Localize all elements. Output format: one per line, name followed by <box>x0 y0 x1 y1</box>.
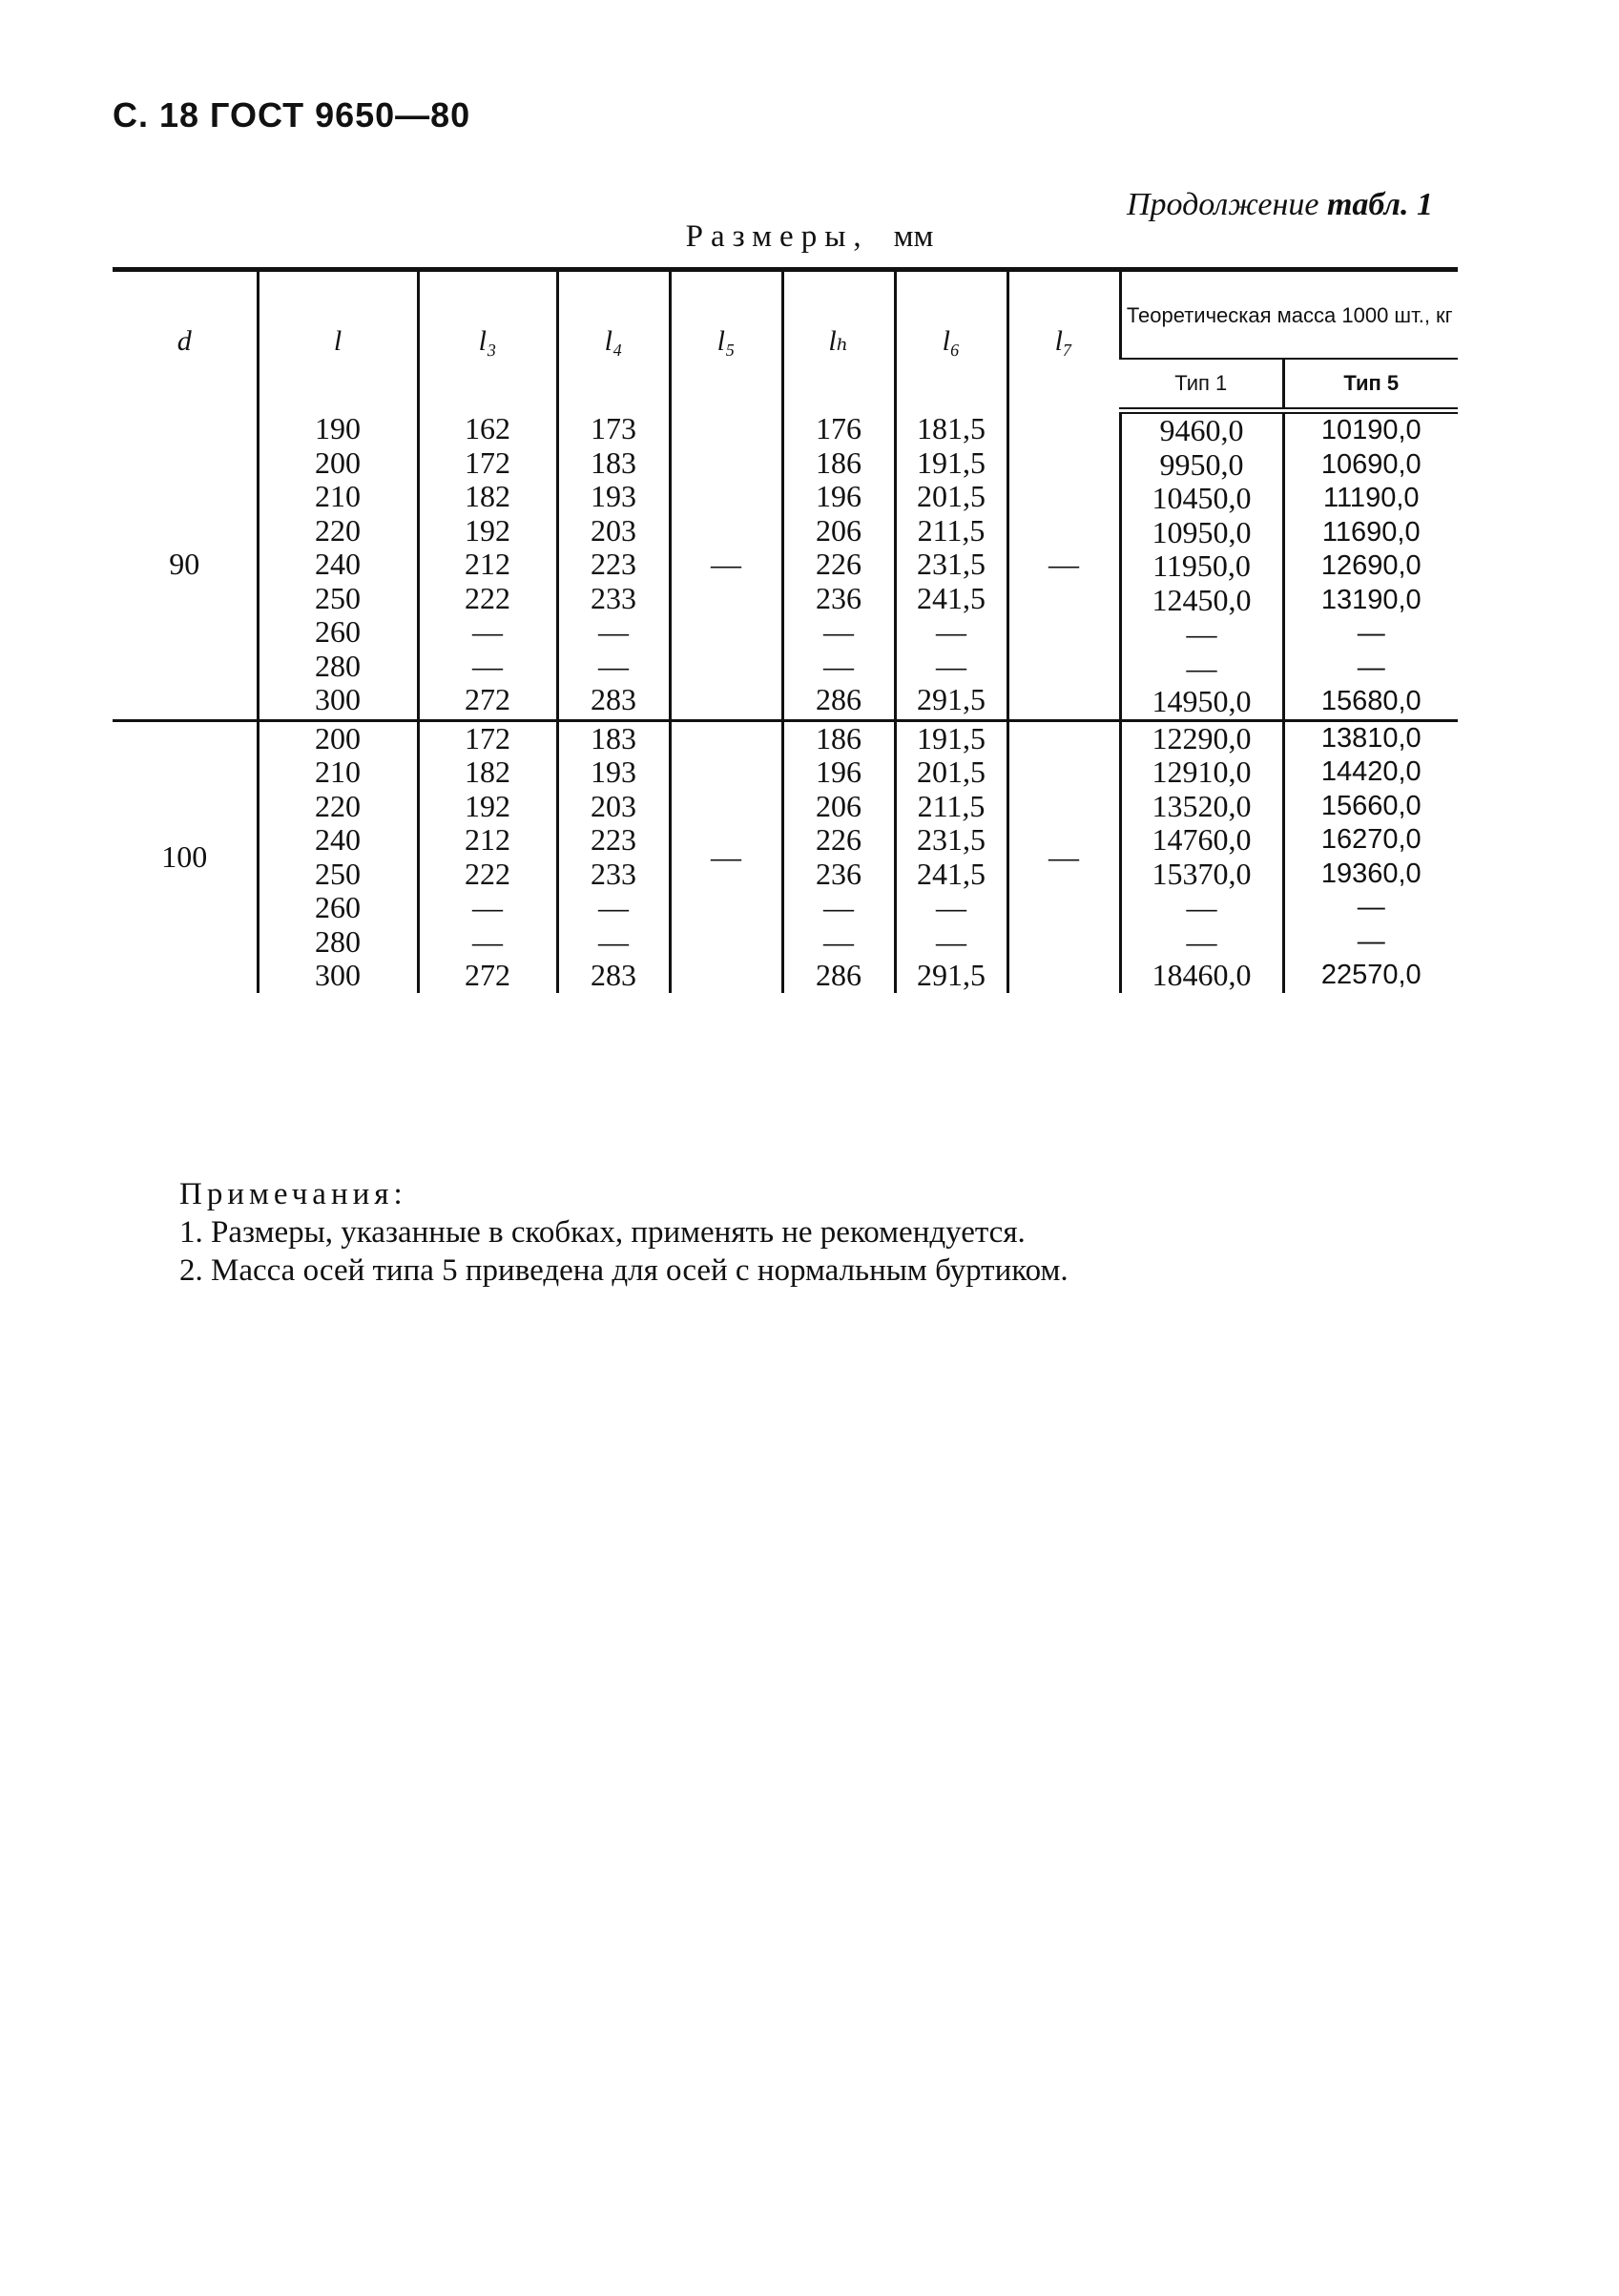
units-caption <box>0 219 1619 255</box>
cell-l4-column <box>557 720 670 993</box>
cell-l3: 212 <box>465 822 510 857</box>
cell-l3: 222 <box>465 856 510 891</box>
cell-mass-type1: 12450,0 <box>1152 582 1252 617</box>
cell-l5: — <box>670 720 782 993</box>
cell-l3: 272 <box>465 682 510 717</box>
cell-l6: 241,5 <box>917 856 986 891</box>
cell-l3: 192 <box>465 512 510 548</box>
header-l3: l₃ <box>418 270 557 411</box>
cell-l3: 162 <box>465 411 510 446</box>
note-item: 2. Масса осей типа 5 приведена для осей с нормальным буртиком. <box>179 1253 1069 1288</box>
cell-mass-type1: 11950,0 <box>1152 548 1251 583</box>
cell-l7: — <box>1007 720 1120 993</box>
cell-mass-type1: 10950,0 <box>1152 514 1252 549</box>
cell-mass-type5: — <box>1357 618 1385 649</box>
cell-l3: 192 <box>465 788 510 823</box>
cell-l: 240 <box>315 822 361 857</box>
cell-mass-type1: — <box>1186 890 1217 924</box>
cell-lh: — <box>823 923 854 959</box>
cell-d: 100 <box>113 720 258 993</box>
cell-l4: — <box>598 923 629 959</box>
cell-l3: — <box>472 923 503 959</box>
cell-mass-type1: 10450,0 <box>1152 481 1252 515</box>
cell-lh-column <box>782 411 895 721</box>
cell-mass-type1: 9950,0 <box>1159 446 1244 482</box>
notes-title: Примечания: <box>179 1177 407 1211</box>
cell-l: 240 <box>315 547 361 582</box>
cell-l3: 182 <box>465 755 510 789</box>
cell-l4: 193 <box>591 479 636 514</box>
cell-lh: 186 <box>816 445 861 480</box>
header-theoretical-mass: Теоретическая масса 1000 шт., кг <box>1120 270 1458 360</box>
continuation-table-ref: табл. 1 <box>1326 187 1433 222</box>
cell-mass-type1: 14760,0 <box>1152 822 1252 857</box>
cell-lh: 226 <box>816 822 861 857</box>
units-label: Размеры, <box>685 219 869 254</box>
cell-l4: 183 <box>591 720 636 755</box>
cell-l3: 172 <box>465 445 510 480</box>
cell-l: 280 <box>315 648 361 683</box>
note-item: 1. Размеры, указанные в скобках, применять не рекомендуется. <box>179 1215 1026 1250</box>
cell-mass-type5: 13190,0 <box>1320 584 1422 615</box>
cell-l6: 191,5 <box>917 445 986 480</box>
cell-l6: 291,5 <box>917 682 986 717</box>
cell-lh: 196 <box>816 755 861 789</box>
cell-l3: 182 <box>465 479 510 514</box>
cell-d: 90 <box>169 547 200 582</box>
cell-mass-type5: 11690,0 <box>1321 516 1421 548</box>
cell-mass-type5: 10190,0 <box>1320 415 1422 445</box>
header-row-1 <box>113 270 1458 360</box>
header-type-5: Тип 5 <box>1283 359 1458 411</box>
cell-mass-type5: 15660,0 <box>1320 790 1422 821</box>
cell-l6: 241,5 <box>917 580 986 615</box>
cell-mass-type5: 14420,0 <box>1320 756 1422 787</box>
cell-mass-type1: — <box>1186 616 1217 651</box>
continuation-text: Продолжение <box>1126 187 1319 222</box>
cell-l4: — <box>598 890 629 924</box>
header-lh: lₕ <box>782 270 895 411</box>
cell-mass-type1: 12290,0 <box>1152 720 1252 755</box>
page-header: С. 18 ГОСТ 9650—80 <box>113 95 471 134</box>
cell-l5: — <box>670 411 782 721</box>
cell-lh: 206 <box>816 512 861 548</box>
cell-mass-type1-column <box>1120 411 1283 721</box>
cell-mass-type5-column <box>1283 720 1458 993</box>
cell-lh: 236 <box>816 580 861 615</box>
cell-l6: 231,5 <box>917 547 986 582</box>
cell-l: 200 <box>315 445 361 480</box>
cell-l: 220 <box>315 512 361 548</box>
cell-mass-type5: 11190,0 <box>1322 483 1420 513</box>
cell-l3: 172 <box>465 720 510 755</box>
cell-lh: 226 <box>816 547 861 582</box>
cell-lh: 286 <box>816 682 861 717</box>
cell-l: 220 <box>315 788 361 823</box>
cell-l: 190 <box>315 411 361 446</box>
cell-lh: — <box>823 614 854 650</box>
cell-mass-type5: — <box>1357 925 1385 957</box>
units-unit: мм <box>893 219 934 254</box>
cell-mass-type1: 18460,0 <box>1152 958 1252 992</box>
table-body <box>113 411 1458 993</box>
cell-l: 250 <box>315 580 361 615</box>
cell-mass-type5: — <box>1357 652 1385 683</box>
cell-l4: 173 <box>591 411 636 446</box>
cell-l6: 231,5 <box>917 822 986 857</box>
cell-l6-column <box>895 411 1007 721</box>
cell-l3-column <box>418 720 557 993</box>
dimensions-table <box>113 267 1458 993</box>
cell-lh: 186 <box>816 720 861 755</box>
cell-mass-type5: 19360,0 <box>1320 858 1422 889</box>
cell-mass-type1: 9460,0 <box>1159 413 1244 447</box>
dimensions-table-container <box>113 267 1458 993</box>
cell-l: 200 <box>315 720 361 755</box>
cell-l4: 233 <box>591 580 636 615</box>
cell-l4: 283 <box>591 958 636 992</box>
header-d: d <box>113 270 258 411</box>
cell-mass-type1: — <box>1186 650 1217 685</box>
cell-l3: 272 <box>465 958 510 992</box>
cell-mass-type1: 13520,0 <box>1152 788 1252 823</box>
cell-l4-column <box>557 411 670 721</box>
header-l4: l₄ <box>557 270 670 411</box>
cell-l6: 201,5 <box>917 755 986 789</box>
cell-l4: — <box>598 614 629 650</box>
cell-l: 300 <box>315 682 361 717</box>
cell-mass-type5: 13810,0 <box>1320 722 1422 754</box>
cell-lh: 236 <box>816 856 861 891</box>
cell-l: 260 <box>315 614 361 650</box>
cell-lh: 206 <box>816 788 861 823</box>
cell-mass-type5: 10690,0 <box>1320 448 1422 480</box>
cell-lh: 176 <box>816 411 861 446</box>
cell-lh: 196 <box>816 479 861 514</box>
cell-lh: — <box>823 648 854 683</box>
cell-l: 280 <box>315 923 361 959</box>
cell-l6: — <box>936 614 966 650</box>
cell-l4: 283 <box>591 682 636 717</box>
cell-l3: — <box>472 614 503 650</box>
cell-mass-type5: 22570,0 <box>1320 960 1422 990</box>
cell-l3: — <box>472 890 503 924</box>
cell-l4: 223 <box>591 822 636 857</box>
cell-l: 210 <box>315 755 361 789</box>
cell-mass-type5: 12690,0 <box>1320 550 1422 581</box>
cell-l4: 223 <box>591 547 636 582</box>
cell-l4: 193 <box>591 755 636 789</box>
cell-l4: 203 <box>591 788 636 823</box>
header-l: l <box>258 270 418 411</box>
cell-l6: 201,5 <box>917 479 986 514</box>
cell-mass-type5: 15680,0 <box>1320 686 1422 716</box>
cell-lh: — <box>823 890 854 924</box>
cell-l-column <box>258 411 418 721</box>
cell-l3-column <box>418 411 557 721</box>
cell-mass-type1: 15370,0 <box>1152 856 1252 891</box>
cell-l: 250 <box>315 856 361 891</box>
cell-mass-type5: — <box>1357 892 1385 922</box>
cell-l6: 181,5 <box>917 411 986 446</box>
cell-l6: 211,5 <box>917 512 986 548</box>
cell-l6-column <box>895 720 1007 993</box>
cell-lh: 286 <box>816 958 861 992</box>
table-continuation-label <box>1127 187 1433 223</box>
cell-l4: 233 <box>591 856 636 891</box>
cell-l3: 212 <box>465 547 510 582</box>
table-row-group <box>113 720 1458 993</box>
header-type-1: Тип 1 <box>1120 359 1283 411</box>
cell-l6: — <box>936 890 966 924</box>
cell-l4: 203 <box>591 512 636 548</box>
cell-l: 300 <box>315 958 361 992</box>
cell-mass-type5-column <box>1283 411 1458 721</box>
cell-mass-type1: — <box>1186 923 1217 959</box>
notes-block <box>179 1175 1069 1290</box>
cell-l-column <box>258 720 418 993</box>
cell-l3: — <box>472 648 503 683</box>
cell-l4: — <box>598 648 629 683</box>
cell-l: 210 <box>315 479 361 514</box>
cell-l4: 183 <box>591 445 636 480</box>
cell-l6: 211,5 <box>917 788 986 823</box>
header-l5: l₅ <box>670 270 782 411</box>
cell-l6: 291,5 <box>917 958 986 992</box>
cell-l: 260 <box>315 890 361 924</box>
header-l7: l₇ <box>1007 270 1120 411</box>
cell-l7: — <box>1007 411 1120 721</box>
cell-l6: — <box>936 648 966 683</box>
cell-mass-type5: 16270,0 <box>1320 824 1422 855</box>
cell-l6: — <box>936 923 966 959</box>
cell-lh-column <box>782 720 895 993</box>
cell-mass-type1: 12910,0 <box>1152 755 1252 789</box>
cell-mass-type1: 14950,0 <box>1152 684 1252 718</box>
cell-mass-type1-column <box>1120 720 1283 993</box>
cell-l6: 191,5 <box>917 720 986 755</box>
cell-l3: 222 <box>465 580 510 615</box>
table-row-group <box>113 411 1458 721</box>
header-l6: l₆ <box>895 270 1007 411</box>
